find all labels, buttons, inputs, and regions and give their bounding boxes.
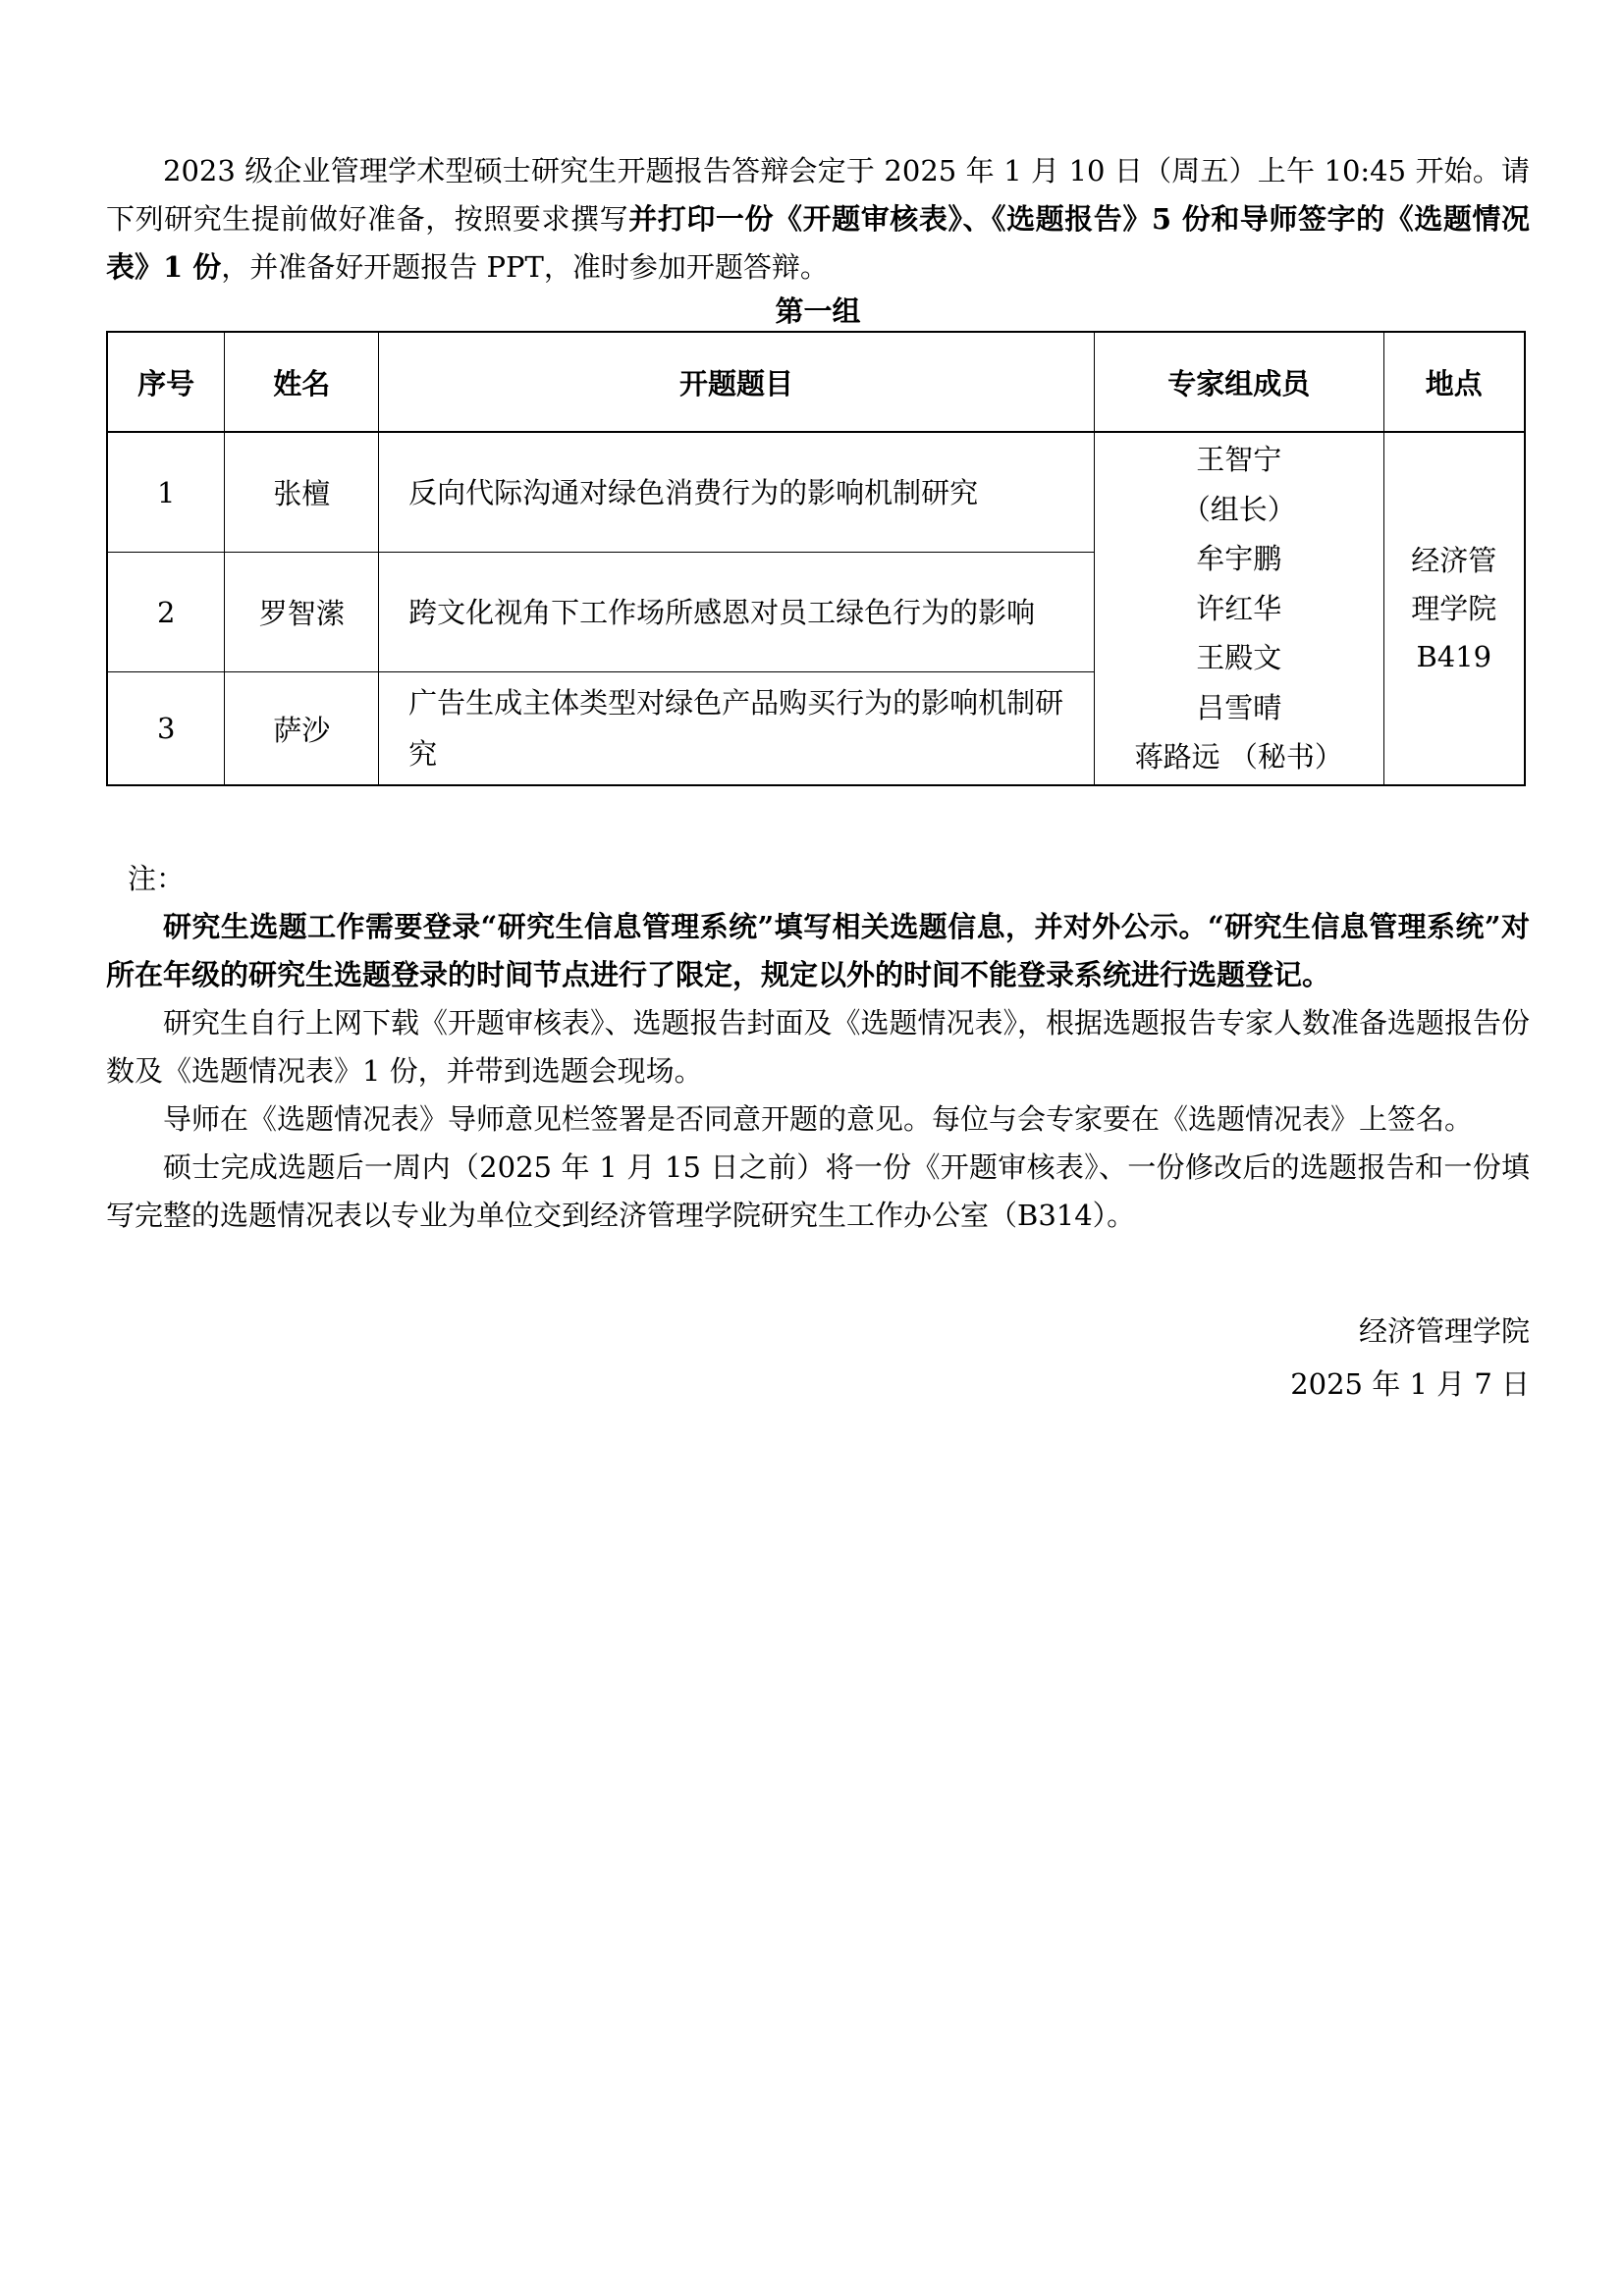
header-no: 序号 xyxy=(107,332,225,432)
expert-name: 牟宇鹏 xyxy=(1196,542,1282,576)
header-name: 姓名 xyxy=(225,332,379,432)
note-item: 硕士完成选题后一周内（2025 年 1 月 15 日之前）将一份《开题审核表》、一份修改后的选题报告和一份填写完整的选题情况表以专业为单位交到经济管理学院研究生工作办公室（B314）。 xyxy=(106,1150,1530,1232)
signature-block xyxy=(106,1305,1530,1411)
header-location: 地点 xyxy=(1383,332,1525,432)
location-cell xyxy=(1383,432,1525,785)
intro-text-2: ，并准备好开题报告 PPT，准时参加开题答辩。 xyxy=(221,250,829,284)
location-line: 理学院 xyxy=(1411,591,1497,625)
intro-bold-text: 并打印一份《开题审核表》、《选题报告》5 份和导师签字的《选题情况表》1 份 xyxy=(106,202,1530,284)
row-topic: 广告生成主体类型对绿色产品购买行为的影响机制研究 xyxy=(379,672,1095,786)
experts-cell xyxy=(1095,432,1384,785)
table-row xyxy=(107,432,1525,553)
signature-date: 2025 年 1 月 7 日 xyxy=(1290,1367,1530,1401)
defense-schedule-table xyxy=(106,331,1526,786)
intro-text-1: 2023 级企业管理学术型硕士研究生开题报告答辩会定于 2025 年 1 月 10 日（周五）上午 10:45 开始。请下列研究生提前做好准备，按照要求撰写 xyxy=(106,154,1530,236)
intro-paragraph xyxy=(106,147,1530,292)
row-no: 1 xyxy=(107,432,225,553)
expert-secretary: 蒋路远 （秘书） xyxy=(1134,740,1343,774)
row-no: 3 xyxy=(107,672,225,786)
row-name: 罗智潆 xyxy=(225,553,379,672)
header-experts: 专家组成员 xyxy=(1095,332,1384,432)
note-item-bold: 研究生选题工作需要登录“研究生信息管理系统”填写相关选题信息，并对外公示。“研究生信息管理系统”对所在年级的研究生选题登录的时间节点进行了限定，规定以外的时间不能登录系统进行选题登记。 xyxy=(106,910,1530,991)
signature-org: 经济管理学院 xyxy=(1358,1314,1530,1348)
note-item: 导师在《选题情况表》导师意见栏签署是否同意开题的意见。每位与会专家要在《选题情况表》上签名。 xyxy=(163,1102,1474,1136)
note-item: 研究生自行上网下载《开题审核表》、选题报告封面及《选题情况表》，根据选题报告专家人数准备选题报告份数及《选题情况表》1 份，并带到选题会现场。 xyxy=(106,1006,1531,1088)
location-room: B419 xyxy=(1416,639,1492,673)
location-line: 经济管 xyxy=(1411,543,1497,577)
notes-label: 注： xyxy=(128,862,186,895)
expert-name: 吕雪晴 xyxy=(1196,690,1282,724)
notes-list xyxy=(106,903,1530,1240)
expert-name: 许红华 xyxy=(1196,591,1282,625)
expert-name: 王殿文 xyxy=(1196,641,1282,675)
header-topic: 开题题目 xyxy=(379,332,1095,432)
row-name: 萨沙 xyxy=(225,672,379,786)
row-topic: 跨文化视角下工作场所感恩对员工绿色行为的影响 xyxy=(379,553,1095,672)
group-title: 第一组 xyxy=(775,294,861,328)
row-topic: 反向代际沟通对绿色消费行为的影响机制研究 xyxy=(379,432,1095,553)
expert-role: （组长） xyxy=(1181,492,1296,526)
table-header-row xyxy=(107,332,1525,432)
expert-name: 王智宁 xyxy=(1196,443,1282,477)
page-content xyxy=(106,147,1530,1411)
row-name: 张檀 xyxy=(225,432,379,553)
row-no: 2 xyxy=(107,553,225,672)
